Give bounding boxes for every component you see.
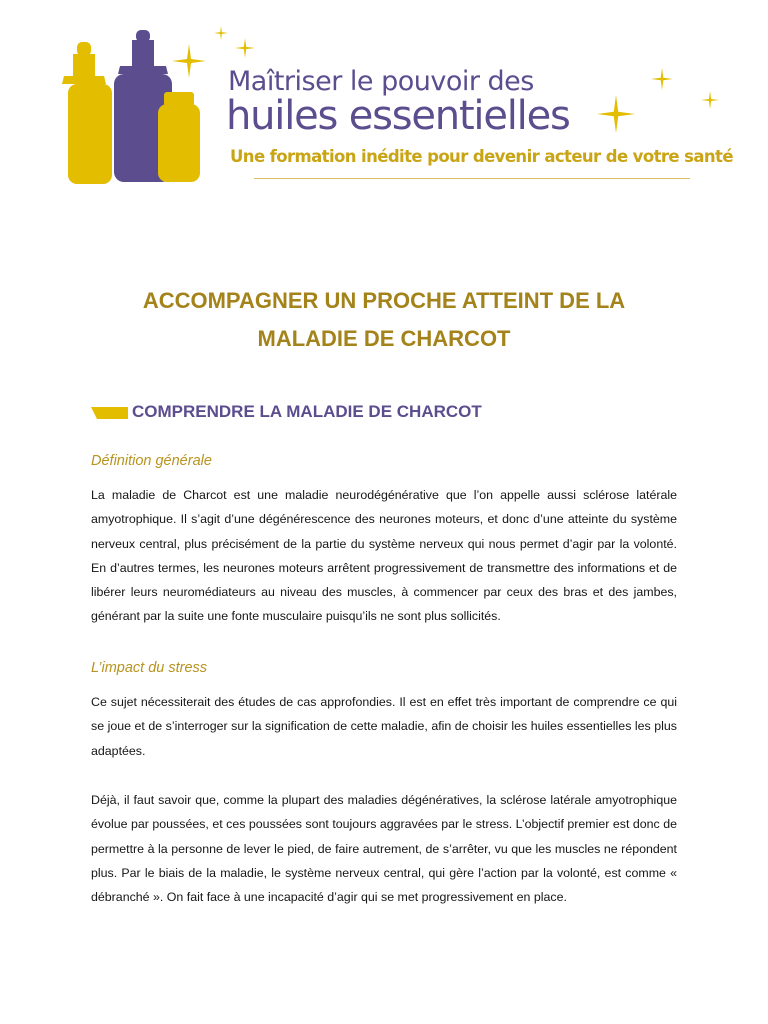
sparkle-star-icon (701, 91, 719, 109)
sparkle-star-icon (214, 26, 228, 40)
page-title-line1: ACCOMPAGNER UN PROCHE ATTEINT DE LA (142, 288, 626, 313)
sparkle-star-icon (597, 95, 635, 133)
tagline-underline (254, 178, 690, 179)
page-title-line2: MALADIE DE CHARCOT (257, 326, 511, 351)
sparkle-star-icon (172, 44, 206, 78)
subsection-heading: L’impact du stress (91, 660, 208, 676)
heading-marker-icon (91, 407, 128, 419)
sparkle-star-icon (651, 68, 673, 90)
paragraph: Déjà, il faut savoir que, comme la plupart des maladies dégénératives, la sclérose latérale amyotrophique évolue par poussées, et ces poussées sont toujours aggravées par le stress. L’objectif premier est donc de permettre à la personne de lever le pied, de faire autrement, de s’arrêter, vu que les muscles ne répondent plus. Par le biais de la maladie, le système nerveux central, qui gère l’action par la volonté, est comme « débranché ». On fait face à une incapacité d’agir qui se met progressivement en place. (91, 793, 677, 905)
brand-header (0, 0, 768, 200)
section-title: COMPRENDRE LA MALADIE DE CHARCOT (132, 402, 482, 421)
sparkle-star-icon (235, 38, 255, 58)
small-bottle-icon (158, 92, 200, 182)
dropper-bottle-icon (62, 42, 112, 184)
brand-name-line2: huiles essentielles (226, 93, 570, 139)
page-title (60, 282, 708, 358)
brand-name-line1: Maîtriser le pouvoir des (228, 66, 534, 97)
brand-tagline: Une formation inédite pour devenir acteur de votre santé (230, 147, 733, 166)
subsection-heading: Définition générale (91, 453, 212, 469)
paragraph: Ce sujet nécessiterait des études de cas approfondies. Il est en effet très important de comprendre ce qui se joue et de s’interroger sur la signification de cette maladie, afin de choisir les huiles essentielles les plus adaptées. (91, 695, 677, 758)
paragraph: La maladie de Charcot est une maladie neurodégénérative que l’on appelle aussi sclérose latérale amyotrophique. Il s’agit d’une dégénérescence des neurones moteurs, et donc d’une atteinte du système nerveux central, plus précisément de la partie du système nerveux qui nous permet d’agir par la volonté. En d’autres termes, les neurones moteurs arrêtent progressivement de transmettre des informations et de libérer leurs neuromédiateurs au niveau des muscles, à commencer par ceux des bras et des jambes, générant par la suite une fonte musculaire puisqu’ils ne sont plus sollicités. (91, 488, 677, 624)
